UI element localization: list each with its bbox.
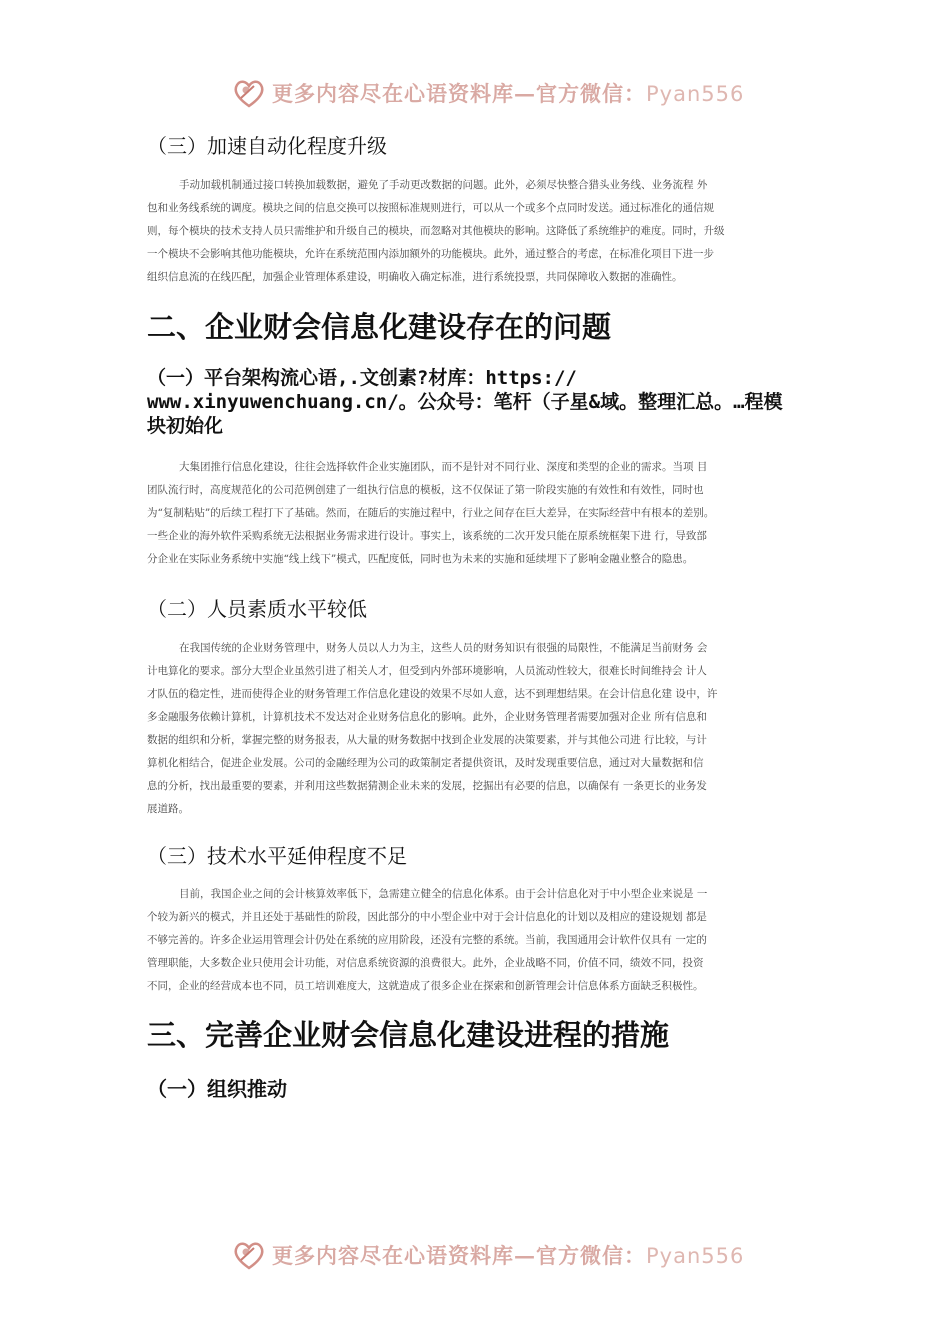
watermark-text: 更多内容尽在心语资料库—官方微信：Pyan556 bbox=[272, 81, 745, 106]
section-heading: （三）技术水平延伸程度不足 bbox=[147, 844, 407, 868]
heart-logo-icon bbox=[232, 76, 266, 110]
watermark-text: 更多内容尽在心语资料库—官方微信：Pyan556 bbox=[272, 1243, 745, 1268]
section-heading: （一）平台架构流心语,.文创素?材库：https:// www.xinyuwenchuang.cn/。公众号：笔杆（子星&域。整理汇总。…程模 块初始化 bbox=[147, 367, 783, 437]
section-heading: （三）加速自动化程度升级 bbox=[147, 134, 387, 158]
paragraph: 手动加载机制通过接口转换加载数据，避免了手动更改数据的问题。此外，必须尽快整合猎头业务线、业务流程 外 包和业务线系统的调度。模块之间的信息交换可以按照标准规则进行，可以从一个或多个点同时发送。通过标准化的通信规 则，每个模块的技术支持人员只需维护和升级自己的模块，而忽略对其他模块的影响。这降低了系统维护的难度。同时，升级 一个模块不会影响其他功能模块，允许在系统范围内添加额外的功能模块。此外，通过整合的考虑，在标准化项目下进一步 组织信息流的在线匹配，加强企业管理体系建设，明确收入确定标准，进行系统投票，共同保障收入数据的准确性。 bbox=[147, 179, 725, 283]
watermark-banner-top bbox=[232, 76, 752, 110]
paragraph: 在我国传统的企业财务管理中，财务人员以人力为主，这些人员的财务知识有很强的局限性，不能满足当前财务 会 计电算化的要求。部分大型企业虽然引进了相关人才，但受到内外部环境影响，人员流动性较大，很难长时间维持会 计人 才队伍的稳定性，进而使得企业的财务管理工作信息化建设的效果不尽如人意，达不到理想结果。在会计信息化建 设中，许 多金融服务依赖计算机，计算机技术不发达对企业财务信息化的影响。此外，企业财务管理者需要加强对企业 所有信息和 数据的组织和分析，掌握完整的财务报表，从大量的财务数据中找到企业发展的决策要素，并与其他公司进 行比较，与计 算机化相结合，促进企业发展。公司的金融经理为公司的政策制定者提供资讯，及时发现重要信息，通过对大量数据和信 息的分析，找出最重要的要素，并利用这些数据猜测企业未来的发展，挖掘出有必要的信息，以确保有 一条更长的业务发 展道路。 bbox=[147, 642, 718, 815]
paragraph: 大集团推行信息化建设，往往会选择软件企业实施团队，而不是针对不同行业、深度和类型的企业的需求。当项 目 团队流行时，高度规范化的公司范例创建了一组执行信息的模板，这不仅保证了第一阶段实施的有效性和有效性，同时也 为“复制粘贴”的后续工程打下了基础。然而，在随后的实施过程中，行业之间存在巨大差异，在实际经营中有根本的差别。 一些企业的海外软件采购系统无法根据业务需求进行设计。事实上，该系统的二次开发只能在原系统框架下进 行，导致部 分企业在实际业务系统中实施“线上线下”模式，匹配度低，同时也为未来的实施和延续埋下了影响金融业整合的隐患。 bbox=[147, 461, 715, 565]
section-heading: （一）组织推动 bbox=[147, 1077, 287, 1101]
heart-logo-icon bbox=[232, 1238, 266, 1272]
chapter-heading: 三、完善企业财会信息化建设进程的措施 bbox=[147, 1018, 670, 1052]
paragraph: 目前，我国企业之间的会计核算效率低下，急需建立健全的信息化体系。由于会计信息化对于中小型企业来说是 一 个较为新兴的模式，并且还处于基础性的阶段，因此部分的中小型企业中对于会计信息化的计划以及相应的建设规划 都是 不够完善的。许多企业运用管理会计仍处在系统的应用阶段，还没有完整的系统。当前，我国通用会计软件仅具有 一定的 管理职能，大多数企业只使用会计功能，对信息系统资源的浪费很大。此外，企业战略不同，价值不同，绩效不同，投资 不同，企业的经营成本也不同，员工培训难度大，这就造成了很多企业在探索和创新管理会计信息体系方面缺乏积极性。 bbox=[147, 888, 708, 992]
watermark-banner-bottom bbox=[232, 1238, 752, 1272]
section-heading: （二）人员素质水平较低 bbox=[147, 597, 367, 621]
chapter-heading: 二、企业财会信息化建设存在的问题 bbox=[147, 310, 612, 344]
